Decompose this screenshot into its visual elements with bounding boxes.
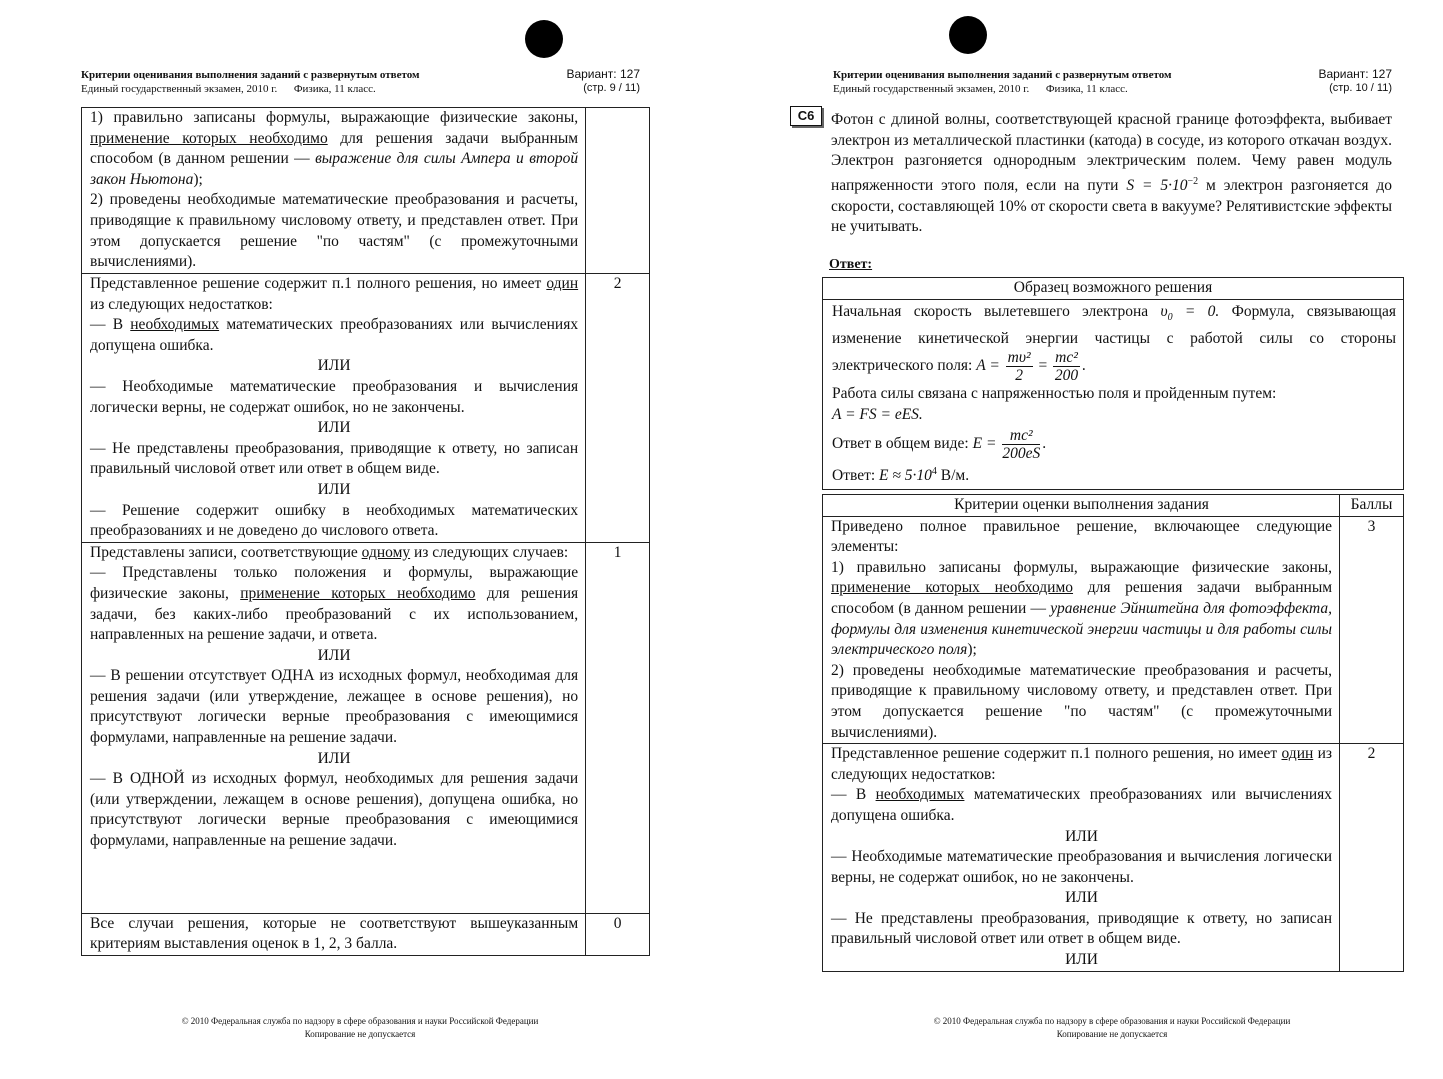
score-cell: 3 (1340, 516, 1404, 744)
footer-right: © 2010 Федеральная служба по надзору в сфере образования и науки Российской Федерации Копирование не допускается (933, 1016, 1291, 1039)
score-cell (586, 108, 650, 274)
footer-left: © 2010 Федеральная служба по надзору в сфере образования и науки Российской Федерации Копирование не допускается (181, 1016, 539, 1039)
formula-fraction: $\frac{\text{mc²}}{200eS}$ (1002, 427, 1041, 463)
page-header-variant-right (1292, 67, 1392, 95)
page-number: (стр. 10 / 11) (1329, 82, 1392, 94)
header-title: Критерии оценивания выполнения заданий с развернутым ответом (833, 69, 1172, 81)
table-row (82, 542, 650, 913)
header-subtitle: Единый государственный экзамен, 2010 г. Физика, 11 класс. (81, 83, 376, 95)
criteria-cell: Представлены записи, соответствующие одному из следующих случаев: — Представлены только положения и формулы, выражающие физические законы, применение которых необходимо для решения задачи, без каких-либо преобразований с их использованием, направленных на решение задачи, и ответа. ИЛИ — В решении отсутствует ОДНА из исходных формул, необходимая для решения задачи (или утверждение, лежащее в основе решения), но присутствуют логически верные преобразования с имеющимися формулами, направленные на решение задачи. ИЛИ — В ОДНОЙ из исходных формул, необходимых для решения задачи (или утверждении, лежащем в основе решения), допущена ошибка, но присутствуют логически верные преобразования с имеющимися формулами, направленные на решение задачи. (82, 542, 586, 913)
page-number: (стр. 9 / 11) (583, 82, 640, 94)
criteria-cell: Приведено полное правильное решение, включающее следующие элементы: 1) правильно записаны формулы, выражающие физические законы, применение которых необходимо для решения задачи выбранным способом (в данном решении — уравнение Эйнштейна для фотоэффекта, формулы для изменения кинетической энергии частицы и для работы силы электрического поля); 2) проведены необходимые математические преобразования и расчеты, приводящие к правильному числовому ответу, и представлен ответ. При этом допускается решение "по частям" (с промежуточными вычислениями). (823, 516, 1340, 744)
formula-fraction: $\frac{\text{mυ²}}{2}$ (1007, 349, 1031, 385)
criteria-table-right (822, 494, 1404, 972)
header-subtitle: Единый государственный экзамен, 2010 г. Физика, 11 класс. (833, 83, 1128, 95)
criteria-cell: Представленное решение содержит п.1 полного решения, но имеет один из следующих недостатков: — В необходимых математических преобразованиях или вычислениях допущена ошибка. ИЛИ — Необходимые математические преобразования и вычисления логически верны, не содержат ошибок, но не закончены. ИЛИ — Не представлены преобразования, приводящие к ответу, но записан правильный числовой ответ или ответ в общем виде. ИЛИ (823, 744, 1340, 972)
page-header-variant-left (540, 67, 640, 95)
criteria-table-left (81, 107, 650, 956)
formula-fraction: $\frac{\text{mc²}}{200}$ (1054, 349, 1079, 385)
page-header-right (833, 68, 1172, 96)
solution-title: Образец возможного решения (823, 278, 1403, 300)
punch-hole-right (949, 16, 987, 54)
variant-label: Вариант: 127 (566, 67, 640, 81)
header-title: Критерии оценивания выполнения заданий с развернутым ответом (81, 69, 420, 81)
variant-label: Вариант: 127 (1318, 67, 1392, 81)
answer-label: Ответ: (829, 257, 873, 272)
page-header-left (81, 68, 420, 96)
table-header-row (823, 495, 1404, 517)
table-row (82, 108, 650, 274)
column-header-score: Баллы (1340, 495, 1404, 517)
table-row (82, 274, 650, 543)
table-row (823, 744, 1404, 972)
table-row (823, 516, 1404, 744)
column-header-criteria: Критерии оценки выполнения задания (823, 495, 1340, 517)
score-cell: 0 (586, 913, 650, 955)
criteria-cell: 1) правильно записаны формулы, выражающие физические законы, применение которых необходимо для решения задачи выбранным способом (в данном решении — выражение для силы Ампера и второй закон Ньютона); 2) проведены необходимые математические преобразования и расчеты, приводящие к правильному числовому ответу, и представлен ответ. При этом допускается решение "по частям" (с промежуточными вычислениями). (82, 108, 586, 274)
criteria-cell: Все случаи решения, которые не соответствуют вышеуказанным критериям выставления оценок в 1, 2, 3 балла. (82, 913, 586, 955)
table-row (82, 913, 650, 955)
solution-body: Начальная скорость вылетевшего электрона $\upsilon_0 = 0$. Формула, связывающая изменение кинетической энергии частицы с работой силы со стороны электрического поля: A = $\frac{\text{mυ²}}{2}$ = $\frac{\text{mc²}}{200}$ . Работа силы связана с напряженностью поля и пройденным путем: A = FS = eES. Ответ в общем виде: E = $\frac{\text{mc²}}{200eS}$ . Ответ: $E \approx 5\cdot 10^4$ В/м. (832, 303, 1396, 485)
punch-hole-left (525, 20, 563, 58)
score-cell: 2 (586, 274, 650, 543)
criteria-cell: Представленное решение содержит п.1 полного решения, но имеет один из следующих недостатков: — В необходимых математических преобразованиях или вычислениях допущена ошибка. ИЛИ — Необходимые математические преобразования и вычисления логически верны, не содержат ошибок, но не закончены. ИЛИ — Не представлены преобразования, приводящие к ответу, но записан правильный числовой ответ или ответ в общем виде. ИЛИ — Решение содержит ошибку в необходимых математических преобразованиях и не доведено до числового ответа. (82, 274, 586, 543)
score-cell: 2 (1340, 744, 1404, 972)
task-text: Фотон с длиной волны, соответствующей красной границе фотоэффекта, выбивает электрон из металлической пластинки (катода) в сосуде, из которого откачан воздух. Электрон разгоняется однородным электрическим полем. Чему равен модуль напряженности этого поля, если на пути $S = 5\cdot 10^{-2}$ м электрон разгоняется до скорости, составляющей 10% от скорости света в вакууме? Релятивистские эффекты не учитывать. (831, 111, 1392, 236)
task-label: С6 (790, 106, 822, 126)
score-cell: 1 (586, 542, 650, 913)
solution-box (822, 277, 1404, 490)
